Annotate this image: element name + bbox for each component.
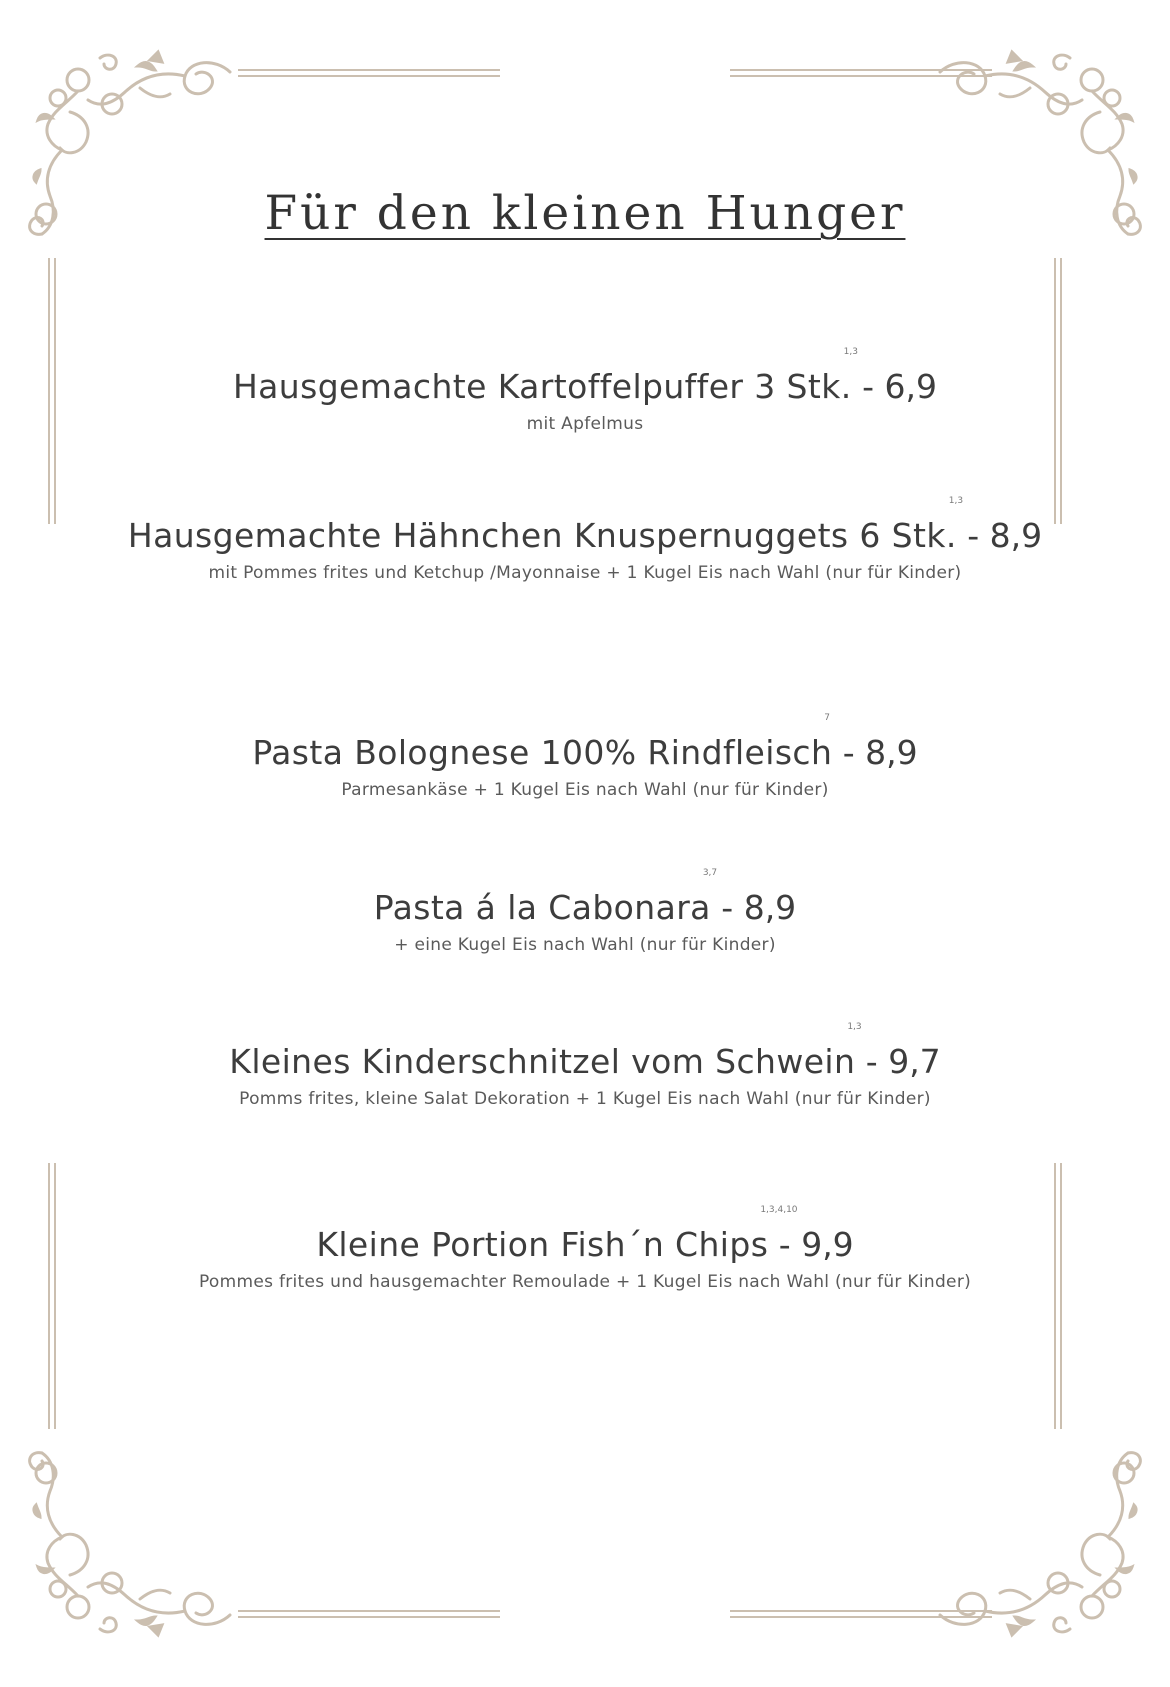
allergen-note: 1,3 <box>847 1022 862 1032</box>
menu-item <box>0 1205 1170 1292</box>
menu-item-description: mit Apfelmus <box>526 414 644 434</box>
menu-item-description: Pommes frites und hausgemachter Remoulade + 1 Kugel Eis nach Wahl (nur für Kinder) <box>198 1272 972 1292</box>
menu-item-name <box>232 347 858 406</box>
menu-item-name-text: Hausgemachte Hähnchen Knuspernuggets 6 Stk. <box>127 516 957 555</box>
allergen-note: 1,3,4,10 <box>760 1205 798 1215</box>
menu-item-price: - 8,9 <box>832 733 918 772</box>
menu-item-name <box>316 1205 798 1264</box>
menu-item-name-text: Pasta Bolognese 100% Rindfleisch <box>252 733 833 772</box>
menu-item-price: - 9,7 <box>855 1042 941 1081</box>
menu-item-name-text: Kleine Portion Fish´n Chips <box>316 1225 769 1264</box>
menu-item-price: - 9,9 <box>768 1225 854 1264</box>
menu-item-price: - 6,9 <box>851 367 938 406</box>
page-title <box>0 186 1170 241</box>
menu-item <box>0 347 1170 434</box>
menu-item <box>0 713 1170 800</box>
menu-item-description: + eine Kugel Eis nach Wahl (nur für Kinder) <box>394 935 776 955</box>
allergen-note: 1,3 <box>948 496 964 506</box>
allergen-note: 7 <box>824 713 831 723</box>
menu-item <box>0 868 1170 955</box>
menu-item <box>0 1022 1170 1109</box>
menu-item-name-text: Hausgemachte Kartoffelpuffer 3 Stk. <box>232 367 852 406</box>
allergen-note: 1,3 <box>843 347 858 357</box>
menu-item-name-text: Pasta á la Cabonara <box>373 888 711 927</box>
menu-item-name <box>252 713 833 772</box>
allergen-note: 3,7 <box>702 868 718 878</box>
menu-item <box>0 496 1170 583</box>
menu-item-name <box>373 868 718 927</box>
menu-item-description: Parmesankäse + 1 Kugel Eis nach Wahl (nur für Kinder) <box>341 780 829 800</box>
menu-item-price: - 8,9 <box>956 516 1043 555</box>
menu-item-name <box>229 1022 862 1081</box>
menu-item-description: mit Pommes frites und Ketchup /Mayonnaise + 1 Kugel Eis nach Wahl (nur für Kinder) <box>208 563 962 583</box>
menu-item-name-text: Kleines Kinderschnitzel vom Schwein <box>229 1042 856 1081</box>
menu-item-name <box>127 496 964 555</box>
menu-item-price: - 8,9 <box>710 888 797 927</box>
menu-item-description: Pomms frites, kleine Salat Dekoration + 1 Kugel Eis nach Wahl (nur für Kinder) <box>239 1089 931 1109</box>
page-title-text: Für den kleinen Hunger <box>264 186 906 241</box>
